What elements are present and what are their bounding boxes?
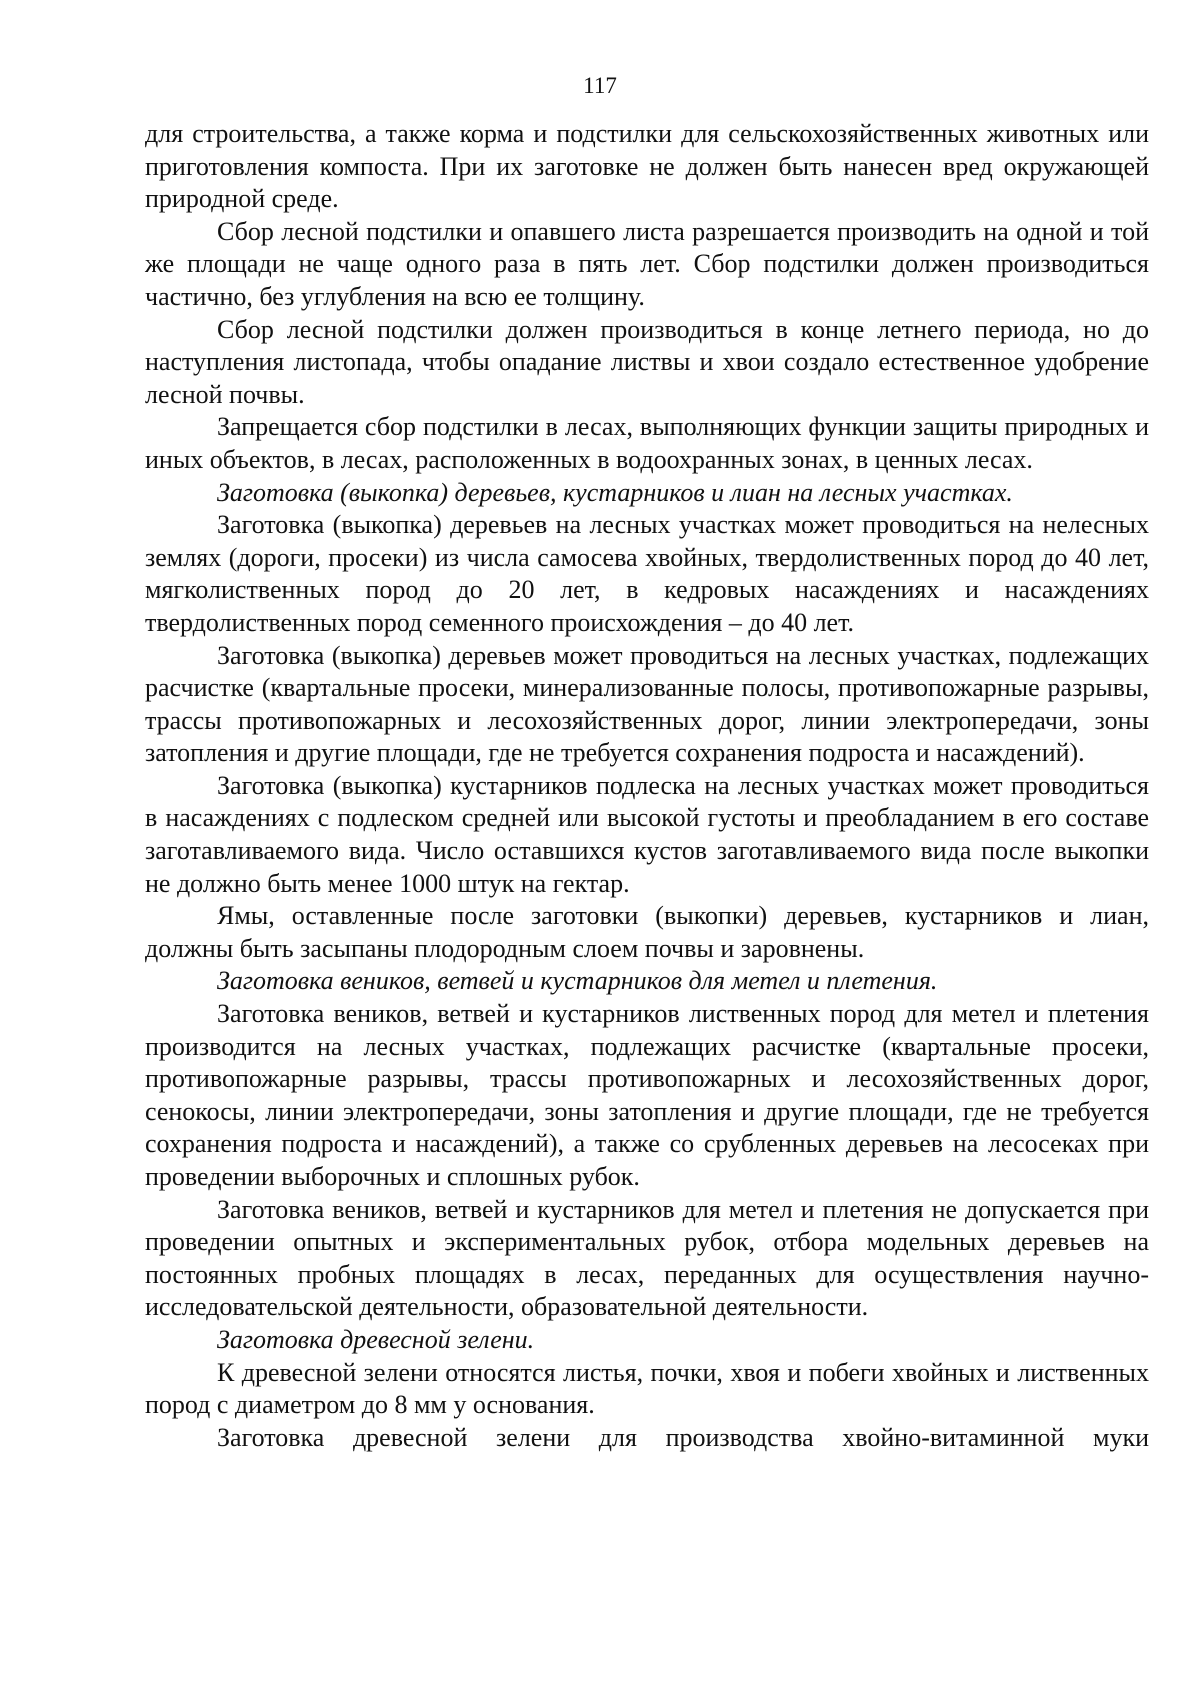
paragraph: Заготовка веников, ветвей и кустарников для метел и плетения не допускается при проведении опытных и экспериментальных рубок, отбора модельных деревьев на постоянных пробных площадях в лесах, переданных для осуществления научно-исследовательской деятельности, образовательной деятельности.: [145, 1194, 1149, 1322]
section-heading: Заготовка древесной зелени.: [217, 1324, 535, 1354]
paragraph: Заготовка древесной зелени для производства хвойно-витаминной муки: [217, 1422, 1149, 1452]
paragraph: Заготовка веников, ветвей и кустарников лиственных пород для метел и плетения производится на лесных участках, подлежащих расчистке (квартальные просеки, противопожарные разрывы, трассы противопожарных и лесохозяйственных дорог, сенокосы, линии электропередачи, зоны затопления и другие площади, где не требуется сохранения подроста и насаждений), а также со срубленных деревьев на лесосеках при проведении выборочных и сплошных рубок.: [145, 999, 1149, 1191]
section-heading: Заготовка веников, ветвей и кустарников для метел и плетения.: [217, 966, 938, 996]
paragraph: Ямы, оставленные после заготовки (выкопки) деревьев, кустарников и лиан, должны быть засыпаны плодородным слоем почвы и заровнены.: [145, 901, 1149, 963]
body-text: [145, 118, 1149, 1454]
paragraph: Заготовка (выкопка) деревьев может проводиться на лесных участках, подлежащих расчистке (квартальные просеки, минерализованные полосы, противопожарные разрывы, трассы противопожарных и лесохозяйственных дорог, линии электропередачи, зоны затопления и другие площади, где не требуется сохранения подроста и насаждений).: [145, 640, 1149, 768]
paragraph: Сбор лесной подстилки должен производиться в конце летнего периода, но до наступления листопада, чтобы опадание листвы и хвои создало естественное удобрение лесной почвы.: [145, 314, 1149, 409]
paragraph: для строительства, а также корма и подстилки для сельскохозяйственных животных или приготовления компоста. При их заготовке не должен быть нанесен вред окружающей природной среде.: [145, 119, 1149, 214]
paragraph: Запрещается сбор подстилки в лесах, выполняющих функции защиты природных и иных объектов, в лесах, расположенных в водоохранных зонах, в ценных лесах.: [145, 412, 1149, 474]
paragraph: Заготовка (выкопка) деревьев на лесных участках может проводиться на нелесных землях (дороги, просеки) из числа самосева хвойных, твердолиственных пород до 40 лет, мягколиственных пород до 20 лет, в кедровых насаждениях и насаждениях твердолиственных пород семенного происхождения – до 40 лет.: [145, 510, 1149, 637]
paragraph: Заготовка (выкопка) кустарников подлеска на лесных участках может проводиться в насаждениях с подлеском средней или высокой густоты и преобладанием в его составе заготавливаемого вида. Число оставшихся кустов заготавливаемого вида после выкопки не должно быть менее 1000 штук на гектар.: [145, 770, 1149, 898]
section-heading: Заготовка (выкопка) деревьев, кустарников и лиан на лесных участках.: [217, 477, 1013, 507]
paragraph: Сбор лесной подстилки и опавшего листа разрешается производить на одной и той же площади не чаще одного раза в пять лет. Сбор подстилки должен производиться частично, без углубления на всю ее толщину.: [145, 216, 1149, 311]
paragraph: К древесной зелени относятся листья, почки, хвоя и побеги хвойных и лиственных пород с диаметром до 8 мм у основания.: [145, 1357, 1149, 1420]
page-number: 117: [583, 73, 617, 98]
